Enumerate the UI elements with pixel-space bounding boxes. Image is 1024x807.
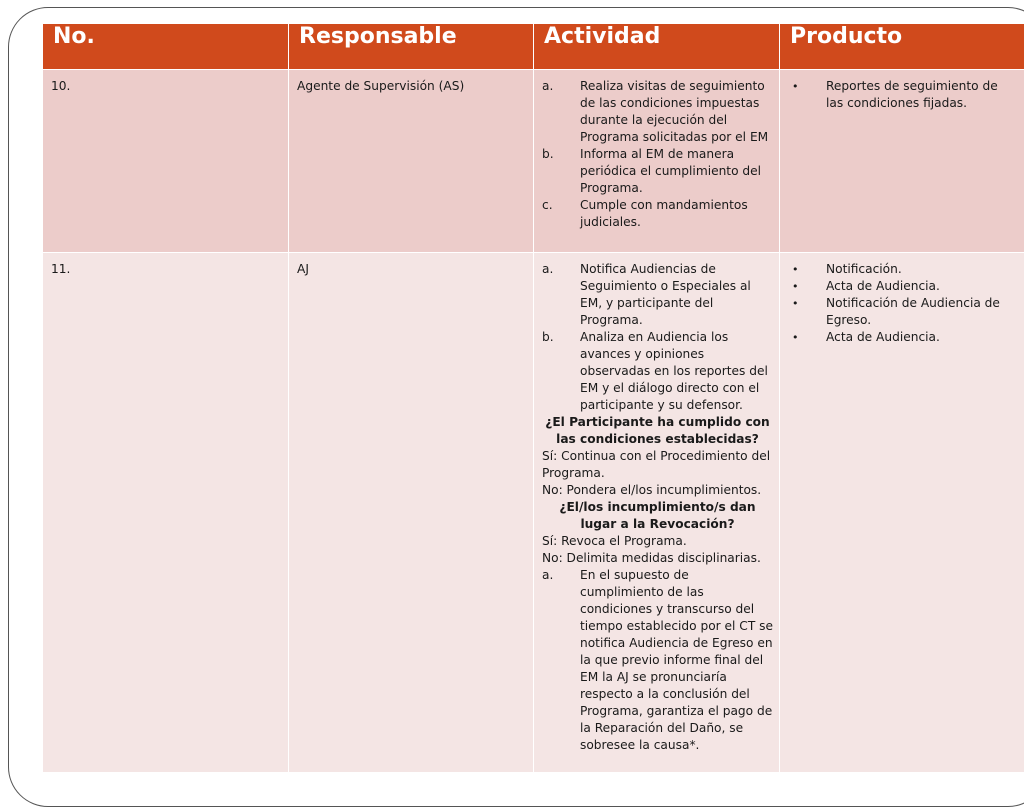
cell-producto [780,70,1024,253]
list-marker: c. [542,197,580,231]
list-marker: a. [542,261,580,329]
bullet-text: Acta de Audiencia. [826,329,1018,346]
list-text: Cumple con mandamientos judiciales. [580,197,773,231]
bullet-item [788,295,1018,329]
decision-question: ¿El/los incumplimiento/s dan lugar a la Revocación? [542,499,773,533]
list-text: Realiza visitas de seguimiento de las condiciones impuestas durante la ejecución del Programa solicitadas por el EM [580,78,773,146]
bullet-icon: • [788,78,826,112]
list-marker: b. [542,329,580,414]
bullet-item [788,78,1018,112]
bullet-icon: • [788,261,826,278]
decision-no: No: Delimita medidas disciplinarias. [542,550,773,567]
cell-producto [780,253,1024,773]
list-item [542,261,773,329]
list-text: En el supuesto de cumplimiento de las condiciones y transcurso del tiempo establecido por el CT se notifica Audiencia de Egreso en la que previo informe final del EM la AJ se pronunciaría respecto a la conclusión del Programa, garantiza el pago de la Reparación del Daño, se sobresee la causa*. [580,567,773,754]
cell-no: 11. [43,253,289,773]
list-item [542,197,773,231]
table-row [43,70,1024,253]
bullet-item [788,261,1018,278]
list-marker: b. [542,146,580,197]
decision-question: ¿El Participante ha cumplido con las condiciones establecidas? [542,414,773,448]
header-responsable: Responsable [289,24,534,70]
list-item [542,146,773,197]
list-text: Notifica Audiencias de Seguimiento o Especiales al EM, y participante del Programa. [580,261,773,329]
header-actividad: Actividad [534,24,780,70]
cell-actividad [534,253,780,773]
list-item [542,567,773,754]
list-marker: a. [542,567,580,754]
cell-no: 10. [43,70,289,253]
list-text: Analiza en Audiencia los avances y opiniones observadas en los reportes del EM y el diálogo directo con el participante y su defensor. [580,329,773,414]
list-marker: a. [542,78,580,146]
bullet-icon: • [788,329,826,346]
decision-yes: Sí: Revoca el Programa. [542,533,773,550]
bullet-text: Reportes de seguimiento de las condiciones fijadas. [826,78,1018,112]
header-producto: Producto [780,24,1024,70]
table-row [43,253,1024,773]
table-header-row [43,24,1024,70]
bullet-icon: • [788,278,826,295]
bullet-text: Notificación. [826,261,1018,278]
bullet-item [788,278,1018,295]
decision-yes: Sí: Continua con el Procedimiento del Programa. [542,448,773,482]
cell-actividad [534,70,780,253]
list-text: Informa al EM de manera periódica el cumplimiento del Programa. [580,146,773,197]
bullet-item [788,329,1018,346]
bullet-icon: • [788,295,826,329]
cell-responsable: AJ [289,253,534,773]
cell-responsable: Agente de Supervisión (AS) [289,70,534,253]
bullet-text: Notificación de Audiencia de Egreso. [826,295,1018,329]
list-item [542,329,773,414]
process-table [42,23,1024,773]
header-no: No. [43,24,289,70]
list-item [542,78,773,146]
decision-no: No: Pondera el/los incumplimientos. [542,482,773,499]
bullet-text: Acta de Audiencia. [826,278,1018,295]
